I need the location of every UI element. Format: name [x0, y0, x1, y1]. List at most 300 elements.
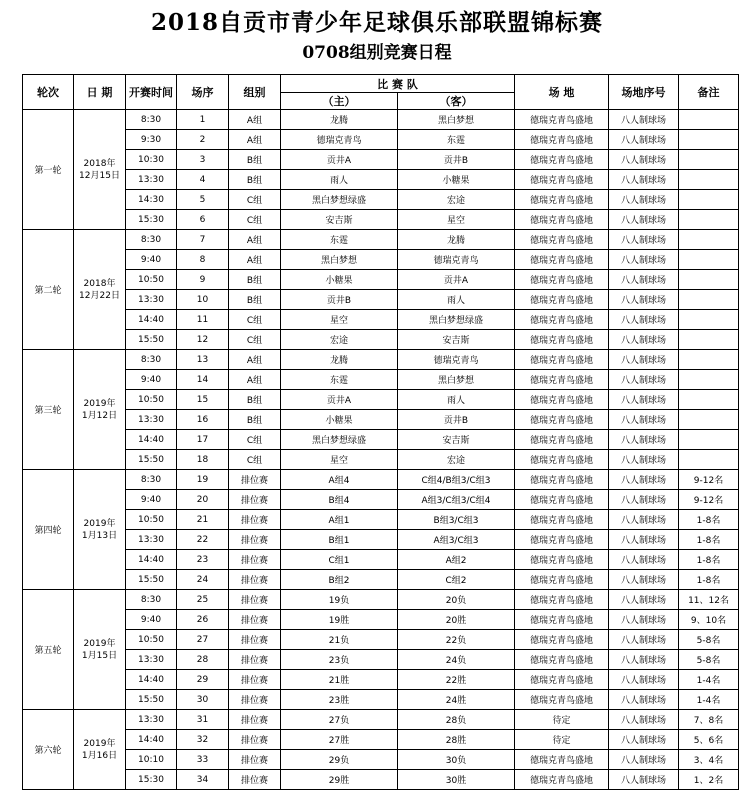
match-venue: 德瑞克青鸟盛地 — [515, 130, 609, 150]
table-row — [23, 730, 739, 750]
table-row — [23, 470, 739, 490]
away-team: 德瑞克青鸟 — [398, 350, 515, 370]
round-cell: 第一轮 — [23, 110, 74, 230]
table-row — [23, 450, 739, 470]
field-type: 八人制球场 — [609, 270, 679, 290]
table-row — [23, 550, 739, 570]
match-no: 16 — [177, 410, 229, 430]
match-group: A组 — [229, 250, 281, 270]
match-group: 排位赛 — [229, 650, 281, 670]
table-row — [23, 510, 739, 530]
match-note — [679, 310, 739, 330]
match-note: 11、12名 — [679, 590, 739, 610]
match-venue: 德瑞克青鸟盛地 — [515, 190, 609, 210]
away-team: 贡井B — [398, 410, 515, 430]
table-row — [23, 130, 739, 150]
match-venue: 德瑞克青鸟盛地 — [515, 650, 609, 670]
field-type: 八人制球场 — [609, 650, 679, 670]
match-note: 9-12名 — [679, 470, 739, 490]
match-no: 14 — [177, 370, 229, 390]
table-row — [23, 350, 739, 370]
home-team: B组2 — [281, 570, 398, 590]
match-group: C组 — [229, 330, 281, 350]
table-row — [23, 590, 739, 610]
match-group: C组 — [229, 210, 281, 230]
away-team: 24负 — [398, 650, 515, 670]
match-time: 14:40 — [126, 670, 177, 690]
date-year: 2019年 — [83, 738, 116, 749]
away-team: A组2 — [398, 550, 515, 570]
match-time: 9:40 — [126, 490, 177, 510]
header-group: 组别 — [229, 75, 281, 110]
match-note — [679, 110, 739, 130]
date-day: 1月13日 — [81, 530, 118, 541]
date-day: 12月15日 — [79, 170, 120, 181]
match-venue: 德瑞克青鸟盛地 — [515, 250, 609, 270]
away-team: 星空 — [398, 210, 515, 230]
date-cell — [74, 110, 126, 230]
table-row — [23, 150, 739, 170]
schedule-header — [23, 75, 739, 110]
table-row — [23, 310, 739, 330]
field-type: 八人制球场 — [609, 730, 679, 750]
away-team: 黑白梦想 — [398, 110, 515, 130]
match-time: 14:40 — [126, 730, 177, 750]
away-team: 30胜 — [398, 770, 515, 790]
date-day: 12月22日 — [79, 290, 120, 301]
match-venue: 德瑞克青鸟盛地 — [515, 550, 609, 570]
home-team: 贡井A — [281, 150, 398, 170]
page-subtitle: 0708组别竞赛日程 — [302, 43, 452, 63]
field-type: 八人制球场 — [609, 590, 679, 610]
match-venue: 德瑞克青鸟盛地 — [515, 110, 609, 130]
match-venue: 德瑞克青鸟盛地 — [515, 410, 609, 430]
match-group: 排位赛 — [229, 710, 281, 730]
home-team: 德瑞克青鸟 — [281, 130, 398, 150]
match-no: 11 — [177, 310, 229, 330]
match-time: 10:50 — [126, 510, 177, 530]
home-team: 宏途 — [281, 330, 398, 350]
home-team: 星空 — [281, 450, 398, 470]
match-no: 26 — [177, 610, 229, 630]
away-team: 东霆 — [398, 130, 515, 150]
table-row — [23, 290, 739, 310]
match-note — [679, 370, 739, 390]
match-time: 8:30 — [126, 470, 177, 490]
page-title: 2018自贡市青少年足球俱乐部联盟锦标赛 — [150, 9, 603, 36]
match-venue: 德瑞克青鸟盛地 — [515, 470, 609, 490]
match-venue: 德瑞克青鸟盛地 — [515, 450, 609, 470]
away-team: 28胜 — [398, 730, 515, 750]
home-team: 贡井A — [281, 390, 398, 410]
match-group: B组 — [229, 270, 281, 290]
match-group: C组 — [229, 430, 281, 450]
match-time: 9:40 — [126, 250, 177, 270]
match-no: 32 — [177, 730, 229, 750]
away-team: C组2 — [398, 570, 515, 590]
match-time: 13:30 — [126, 410, 177, 430]
field-type: 八人制球场 — [609, 510, 679, 530]
match-venue: 德瑞克青鸟盛地 — [515, 510, 609, 530]
match-note: 1-8名 — [679, 550, 739, 570]
match-time: 14:40 — [126, 550, 177, 570]
table-row — [23, 170, 739, 190]
table-row — [23, 770, 739, 790]
home-team: B组1 — [281, 530, 398, 550]
match-time: 13:30 — [126, 530, 177, 550]
match-no: 12 — [177, 330, 229, 350]
match-no: 34 — [177, 770, 229, 790]
table-row — [23, 250, 739, 270]
match-time: 10:50 — [126, 390, 177, 410]
home-team: 29负 — [281, 750, 398, 770]
match-no: 6 — [177, 210, 229, 230]
match-group: 排位赛 — [229, 690, 281, 710]
home-team: A组4 — [281, 470, 398, 490]
match-venue: 德瑞克青鸟盛地 — [515, 330, 609, 350]
match-note: 9、10名 — [679, 610, 739, 630]
match-note — [679, 170, 739, 190]
match-note: 5-8名 — [679, 630, 739, 650]
table-row — [23, 430, 739, 450]
match-group: 排位赛 — [229, 590, 281, 610]
field-type: 八人制球场 — [609, 410, 679, 430]
match-no: 18 — [177, 450, 229, 470]
away-team: 24胜 — [398, 690, 515, 710]
header-date: 日 期 — [74, 75, 126, 110]
match-time: 10:10 — [126, 750, 177, 770]
match-no: 19 — [177, 470, 229, 490]
match-note — [679, 350, 739, 370]
match-no: 31 — [177, 710, 229, 730]
field-type: 八人制球场 — [609, 230, 679, 250]
home-team: 安吉斯 — [281, 210, 398, 230]
table-row — [23, 210, 739, 230]
away-team: 黑白梦想 — [398, 370, 515, 390]
match-venue: 德瑞克青鸟盛地 — [515, 750, 609, 770]
date-cell — [74, 590, 126, 710]
away-team: 28负 — [398, 710, 515, 730]
match-no: 9 — [177, 270, 229, 290]
match-no: 1 — [177, 110, 229, 130]
date-year: 2019年 — [83, 398, 116, 409]
match-note — [679, 430, 739, 450]
match-note — [679, 250, 739, 270]
match-group: A组 — [229, 130, 281, 150]
field-type: 八人制球场 — [609, 430, 679, 450]
home-team: 27负 — [281, 710, 398, 730]
match-group: B组 — [229, 290, 281, 310]
match-note: 5-8名 — [679, 650, 739, 670]
match-group: 排位赛 — [229, 510, 281, 530]
away-team: 雨人 — [398, 390, 515, 410]
date-cell — [74, 350, 126, 470]
match-time: 14:30 — [126, 190, 177, 210]
match-time: 15:50 — [126, 690, 177, 710]
field-type: 八人制球场 — [609, 630, 679, 650]
match-group: B组 — [229, 410, 281, 430]
field-type: 八人制球场 — [609, 710, 679, 730]
match-group: A组 — [229, 370, 281, 390]
header-away: （客） — [398, 93, 515, 110]
field-type: 八人制球场 — [609, 390, 679, 410]
match-note: 1-4名 — [679, 690, 739, 710]
match-venue: 德瑞克青鸟盛地 — [515, 590, 609, 610]
match-note — [679, 270, 739, 290]
date-year: 2018年 — [83, 158, 116, 169]
match-group: B组 — [229, 390, 281, 410]
match-venue: 德瑞克青鸟盛地 — [515, 610, 609, 630]
match-time: 8:30 — [126, 110, 177, 130]
match-time: 15:50 — [126, 570, 177, 590]
table-row — [23, 110, 739, 130]
field-type: 八人制球场 — [609, 570, 679, 590]
header-note: 备注 — [679, 75, 739, 110]
header-round: 轮次 — [23, 75, 74, 110]
match-venue: 德瑞克青鸟盛地 — [515, 310, 609, 330]
match-venue: 德瑞克青鸟盛地 — [515, 390, 609, 410]
field-type: 八人制球场 — [609, 190, 679, 210]
home-team: 龙腾 — [281, 350, 398, 370]
table-row — [23, 690, 739, 710]
match-note: 1-8名 — [679, 530, 739, 550]
match-group: 排位赛 — [229, 630, 281, 650]
header-venue: 场 地 — [515, 75, 609, 110]
away-team: A组3/C组3/C组4 — [398, 490, 515, 510]
table-row — [23, 610, 739, 630]
match-time: 13:30 — [126, 710, 177, 730]
away-team: 黑白梦想绿盛 — [398, 310, 515, 330]
table-row — [23, 410, 739, 430]
match-note — [679, 190, 739, 210]
field-type: 八人制球场 — [609, 110, 679, 130]
field-type: 八人制球场 — [609, 130, 679, 150]
away-team: 22负 — [398, 630, 515, 650]
round-cell: 第六轮 — [23, 710, 74, 790]
away-team: 贡井A — [398, 270, 515, 290]
field-type: 八人制球场 — [609, 370, 679, 390]
match-group: 排位赛 — [229, 530, 281, 550]
home-team: 雨人 — [281, 170, 398, 190]
match-venue: 德瑞克青鸟盛地 — [515, 690, 609, 710]
header-home: （主） — [281, 93, 398, 110]
match-no: 21 — [177, 510, 229, 530]
field-type: 八人制球场 — [609, 470, 679, 490]
date-day: 1月12日 — [81, 410, 118, 421]
match-note: 5、6名 — [679, 730, 739, 750]
header-field: 场地序号 — [609, 75, 679, 110]
match-note — [679, 150, 739, 170]
match-time: 15:50 — [126, 450, 177, 470]
match-note — [679, 210, 739, 230]
match-no: 24 — [177, 570, 229, 590]
away-team: 雨人 — [398, 290, 515, 310]
round-cell: 第四轮 — [23, 470, 74, 590]
round-cell: 第二轮 — [23, 230, 74, 350]
date-day: 1月15日 — [81, 650, 118, 661]
table-row — [23, 270, 739, 290]
field-type: 八人制球场 — [609, 490, 679, 510]
match-note — [679, 450, 739, 470]
table-row — [23, 630, 739, 650]
away-team: 小糖果 — [398, 170, 515, 190]
match-note: 1-8名 — [679, 510, 739, 530]
match-group: 排位赛 — [229, 770, 281, 790]
match-group: 排位赛 — [229, 570, 281, 590]
home-team: 19负 — [281, 590, 398, 610]
match-venue: 德瑞克青鸟盛地 — [515, 370, 609, 390]
away-team: 安吉斯 — [398, 430, 515, 450]
match-no: 29 — [177, 670, 229, 690]
away-team: 贡井B — [398, 150, 515, 170]
home-team: 东霆 — [281, 370, 398, 390]
away-team: 宏途 — [398, 190, 515, 210]
home-team: 19胜 — [281, 610, 398, 630]
match-no: 27 — [177, 630, 229, 650]
field-type: 八人制球场 — [609, 170, 679, 190]
match-group: 排位赛 — [229, 730, 281, 750]
field-type: 八人制球场 — [609, 750, 679, 770]
match-venue: 德瑞克青鸟盛地 — [515, 230, 609, 250]
home-team: 21胜 — [281, 670, 398, 690]
match-note: 1-8名 — [679, 570, 739, 590]
home-team: B组4 — [281, 490, 398, 510]
header-match-no: 场序 — [177, 75, 229, 110]
match-time: 13:30 — [126, 290, 177, 310]
away-team: 龙腾 — [398, 230, 515, 250]
match-no: 22 — [177, 530, 229, 550]
match-note — [679, 410, 739, 430]
date-cell — [74, 470, 126, 590]
match-time: 8:30 — [126, 350, 177, 370]
match-no: 3 — [177, 150, 229, 170]
match-group: B组 — [229, 150, 281, 170]
match-no: 8 — [177, 250, 229, 270]
match-group: 排位赛 — [229, 610, 281, 630]
match-no: 25 — [177, 590, 229, 610]
table-row — [23, 570, 739, 590]
away-team: B组3/C组3 — [398, 510, 515, 530]
date-day: 1月16日 — [81, 750, 118, 761]
date-year: 2019年 — [83, 518, 116, 529]
match-time: 13:30 — [126, 650, 177, 670]
home-team: 黑白梦想 — [281, 250, 398, 270]
table-row — [23, 750, 739, 770]
match-group: C组 — [229, 450, 281, 470]
match-group: 排位赛 — [229, 750, 281, 770]
match-time: 10:50 — [126, 630, 177, 650]
schedule-table — [22, 74, 739, 790]
table-row — [23, 710, 739, 730]
field-type: 八人制球场 — [609, 670, 679, 690]
home-team: 21负 — [281, 630, 398, 650]
home-team: 27胜 — [281, 730, 398, 750]
home-team: 星空 — [281, 310, 398, 330]
match-note — [679, 330, 739, 350]
home-team: 东霆 — [281, 230, 398, 250]
match-venue: 德瑞克青鸟盛地 — [515, 430, 609, 450]
away-team: C组4/B组3/C组3 — [398, 470, 515, 490]
away-team: 20胜 — [398, 610, 515, 630]
home-team: 23胜 — [281, 690, 398, 710]
match-group: B组 — [229, 170, 281, 190]
match-no: 20 — [177, 490, 229, 510]
match-no: 10 — [177, 290, 229, 310]
match-venue: 德瑞克青鸟盛地 — [515, 530, 609, 550]
match-time: 14:40 — [126, 430, 177, 450]
away-team: 20负 — [398, 590, 515, 610]
match-no: 2 — [177, 130, 229, 150]
match-venue: 德瑞克青鸟盛地 — [515, 570, 609, 590]
field-type: 八人制球场 — [609, 610, 679, 630]
match-no: 28 — [177, 650, 229, 670]
home-team: 小糖果 — [281, 270, 398, 290]
match-group: 排位赛 — [229, 490, 281, 510]
match-note — [679, 390, 739, 410]
away-team: 宏途 — [398, 450, 515, 470]
match-venue: 德瑞克青鸟盛地 — [515, 490, 609, 510]
match-group: C组 — [229, 190, 281, 210]
field-type: 八人制球场 — [609, 450, 679, 470]
match-no: 7 — [177, 230, 229, 250]
match-note: 1-4名 — [679, 670, 739, 690]
match-venue: 德瑞克青鸟盛地 — [515, 150, 609, 170]
table-row — [23, 670, 739, 690]
match-no: 23 — [177, 550, 229, 570]
match-time: 9:30 — [126, 130, 177, 150]
home-team: 29胜 — [281, 770, 398, 790]
table-row — [23, 190, 739, 210]
match-venue: 德瑞克青鸟盛地 — [515, 270, 609, 290]
away-team: 22胜 — [398, 670, 515, 690]
home-team: C组1 — [281, 550, 398, 570]
field-type: 八人制球场 — [609, 690, 679, 710]
field-type: 八人制球场 — [609, 150, 679, 170]
match-no: 13 — [177, 350, 229, 370]
match-group: A组 — [229, 230, 281, 250]
home-team: 23负 — [281, 650, 398, 670]
table-row — [23, 230, 739, 250]
field-type: 八人制球场 — [609, 310, 679, 330]
field-type: 八人制球场 — [609, 770, 679, 790]
match-note: 1、2名 — [679, 770, 739, 790]
schedule-body — [23, 110, 739, 790]
match-time: 15:30 — [126, 770, 177, 790]
away-team: A组3/C组3 — [398, 530, 515, 550]
field-type: 八人制球场 — [609, 210, 679, 230]
match-note — [679, 290, 739, 310]
match-venue: 德瑞克青鸟盛地 — [515, 290, 609, 310]
table-row — [23, 490, 739, 510]
date-cell — [74, 230, 126, 350]
home-team: A组1 — [281, 510, 398, 530]
match-time: 10:50 — [126, 270, 177, 290]
home-team: 贡井B — [281, 290, 398, 310]
match-time: 15:50 — [126, 330, 177, 350]
date-year: 2018年 — [83, 278, 116, 289]
match-no: 33 — [177, 750, 229, 770]
match-time: 15:30 — [126, 210, 177, 230]
field-type: 八人制球场 — [609, 530, 679, 550]
field-type: 八人制球场 — [609, 550, 679, 570]
table-row — [23, 330, 739, 350]
field-type: 八人制球场 — [609, 330, 679, 350]
match-venue: 德瑞克青鸟盛地 — [515, 770, 609, 790]
date-year: 2019年 — [83, 638, 116, 649]
field-type: 八人制球场 — [609, 290, 679, 310]
match-venue: 德瑞克青鸟盛地 — [515, 670, 609, 690]
match-note: 9-12名 — [679, 490, 739, 510]
